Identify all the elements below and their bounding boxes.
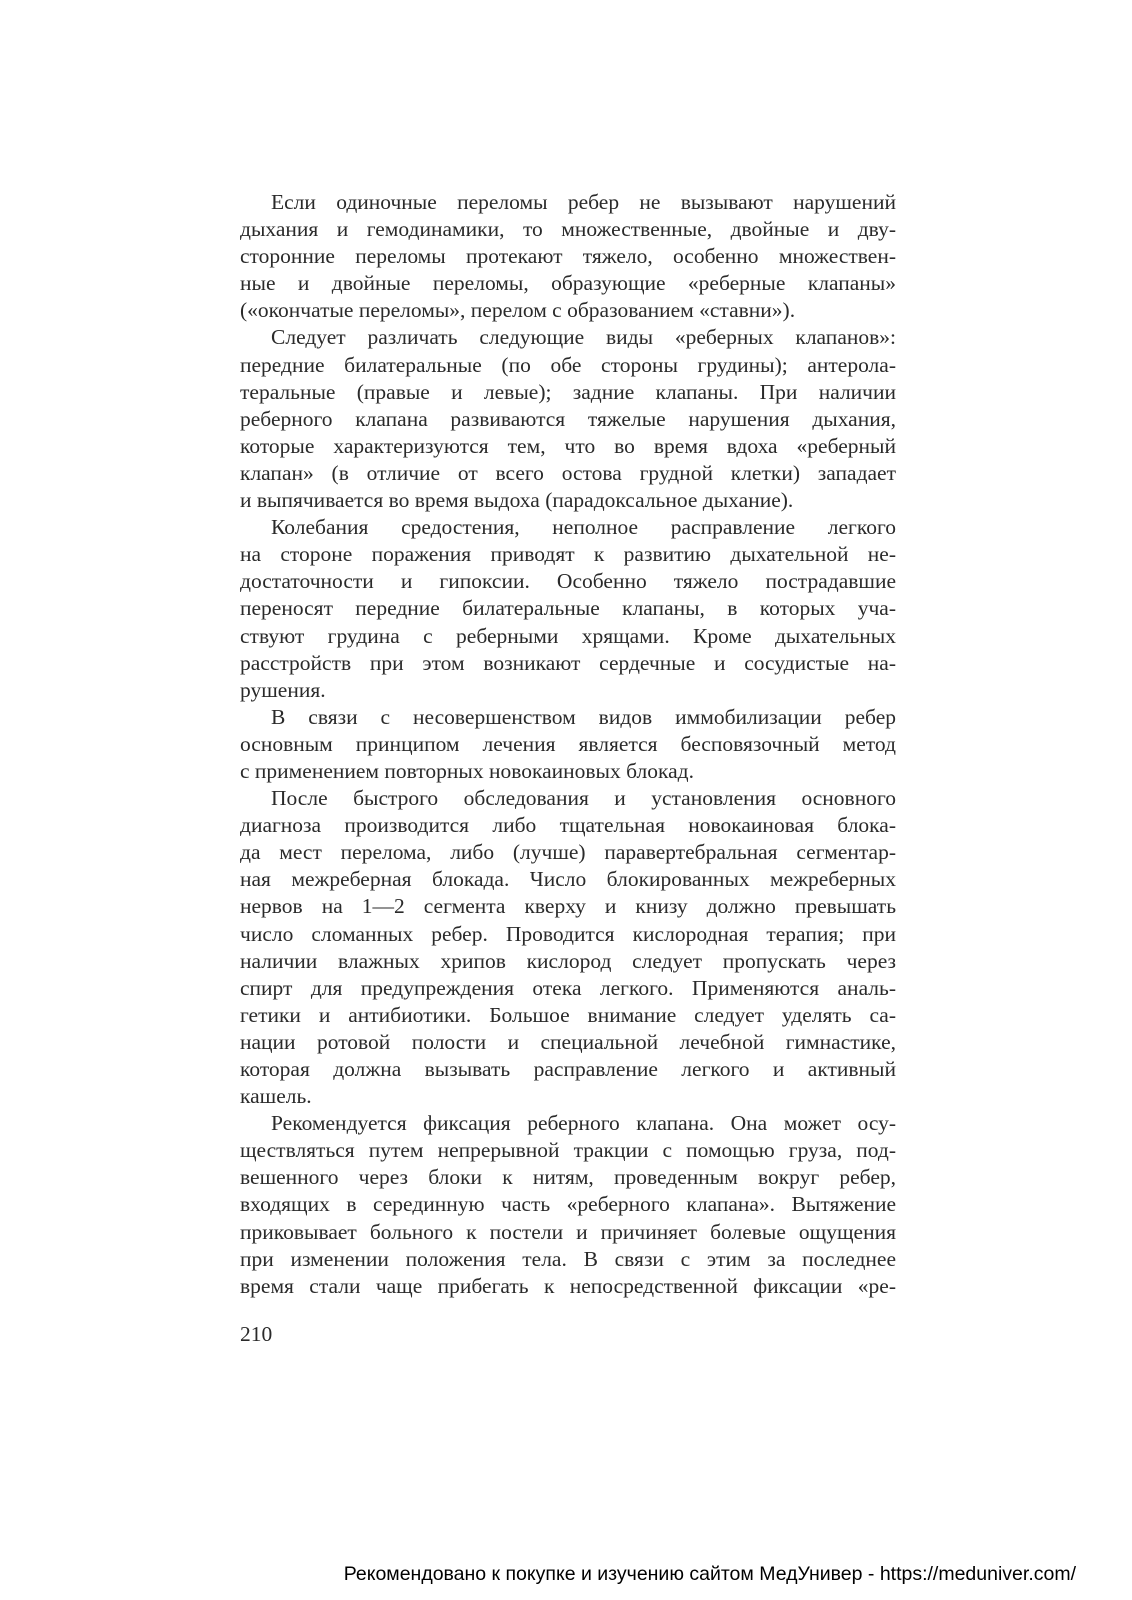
text-line: спирт для предупреждения отека легкого. Применяются аналь- [240,975,896,1000]
footer-note: Рекомендовано к покупке и изучению сайтом МедУнивер - https://meduniver.com/ [343,1563,1076,1585]
text-line: Колебания средостения, неполное расправление легкого [271,515,896,540]
paragraph [240,324,896,514]
text-line: с применением повторных новокаиновых блокад. [240,758,694,783]
text-line: входящих в серединную часть «реберного клапана». Вытяжение [240,1192,896,1217]
text-line: на стороне поражения приводят к развитию дыхательной не- [240,542,896,567]
text-line: («окончатые переломы», перелом с образованием «ставни»). [240,298,796,323]
paragraph [240,1110,896,1300]
text-line: которые характеризуются тем, что во время вдоха «реберный [240,433,896,458]
page-number: 210 [240,1322,273,1346]
text-line: После быстрого обследования и установления основного [271,786,896,811]
text-line: ствуют грудина с реберными хрящами. Кроме дыхательных [240,623,896,648]
text-line: нервов на 1—2 сегмента кверху и книзу должно превышать [240,894,896,919]
text-line: кашель. [240,1084,312,1109]
text-line: теральные (правые и левые); задние клапаны. При наличии [240,379,896,404]
text-line: основным принципом лечения является бесповязочный метод [240,731,896,756]
text-line: наличии влажных хрипов кислород следует пропускать через [240,948,896,973]
text-line: достаточности и гипоксии. Особенно тяжело пострадавшие [240,569,896,594]
text-line: вешенного через блоки к нитям, проведенным вокруг ребер, [240,1165,896,1190]
body-text [240,189,896,1300]
text-line: число сломанных ребер. Проводится кислородная терапия; при [240,921,896,946]
text-line: да мест перелома, либо (лучше) паравертебральная сегментар- [240,840,896,865]
text-line: при изменении положения тела. В связи с этим за последнее [240,1246,896,1271]
paragraph [240,514,896,704]
text-line: гетики и антибиотики. Большое внимание следует уделять са- [240,1002,896,1027]
text-line: нации ротовой полости и специальной лечебной гимнастике, [240,1029,896,1054]
text-line: Следует различать следующие виды «реберных клапанов»: [271,325,896,350]
paragraph [240,189,896,324]
text-line: переносят передние билатеральные клапаны, в которых уча- [240,596,896,621]
text-line: приковывает больного к постели и причиняет болевые ощущения [240,1219,896,1244]
text-line: Рекомендуется фиксация реберного клапана. Она может осу- [271,1111,896,1136]
paragraph [240,704,896,785]
text-line: и выпячивается во время выдоха (парадоксальное дыхание). [240,488,794,513]
text-line: сторонние переломы протекают тяжело, особенно множествен- [240,244,896,269]
text-line: Если одиночные переломы ребер не вызывают нарушений [271,190,896,214]
text-line: ные и двойные переломы, образующие «реберные клапаны» [240,271,896,296]
text-line: ная межреберная блокада. Число блокированных межреберных [240,867,896,892]
text-line: дыхания и гемодинамики, то множественные, двойные и дву- [240,217,896,242]
text-line: реберного клапана развиваются тяжелые нарушения дыхания, [240,406,896,431]
text-line: рушения. [240,677,326,702]
text-line: передние билатеральные (по обе стороны грудины); антерола- [240,352,896,377]
text-line: В связи с несовершенством видов иммобилизации ребер [271,704,896,729]
text-line: диагноза производится либо тщательная новокаиновая блока- [240,813,896,838]
text-line: ществляться путем непрерывной тракции с помощью груза, под- [240,1138,896,1163]
paragraph [240,785,896,1110]
text-line: расстройств при этом возникают сердечные и сосудистые на- [240,650,896,675]
text-line: время стали чаще прибегать к непосредственной фиксации «ре- [240,1273,896,1298]
text-line: клапан» (в отличие от всего остова грудной клетки) западает [240,460,896,485]
text-line: которая должна вызывать расправление легкого и активный [240,1057,896,1081]
